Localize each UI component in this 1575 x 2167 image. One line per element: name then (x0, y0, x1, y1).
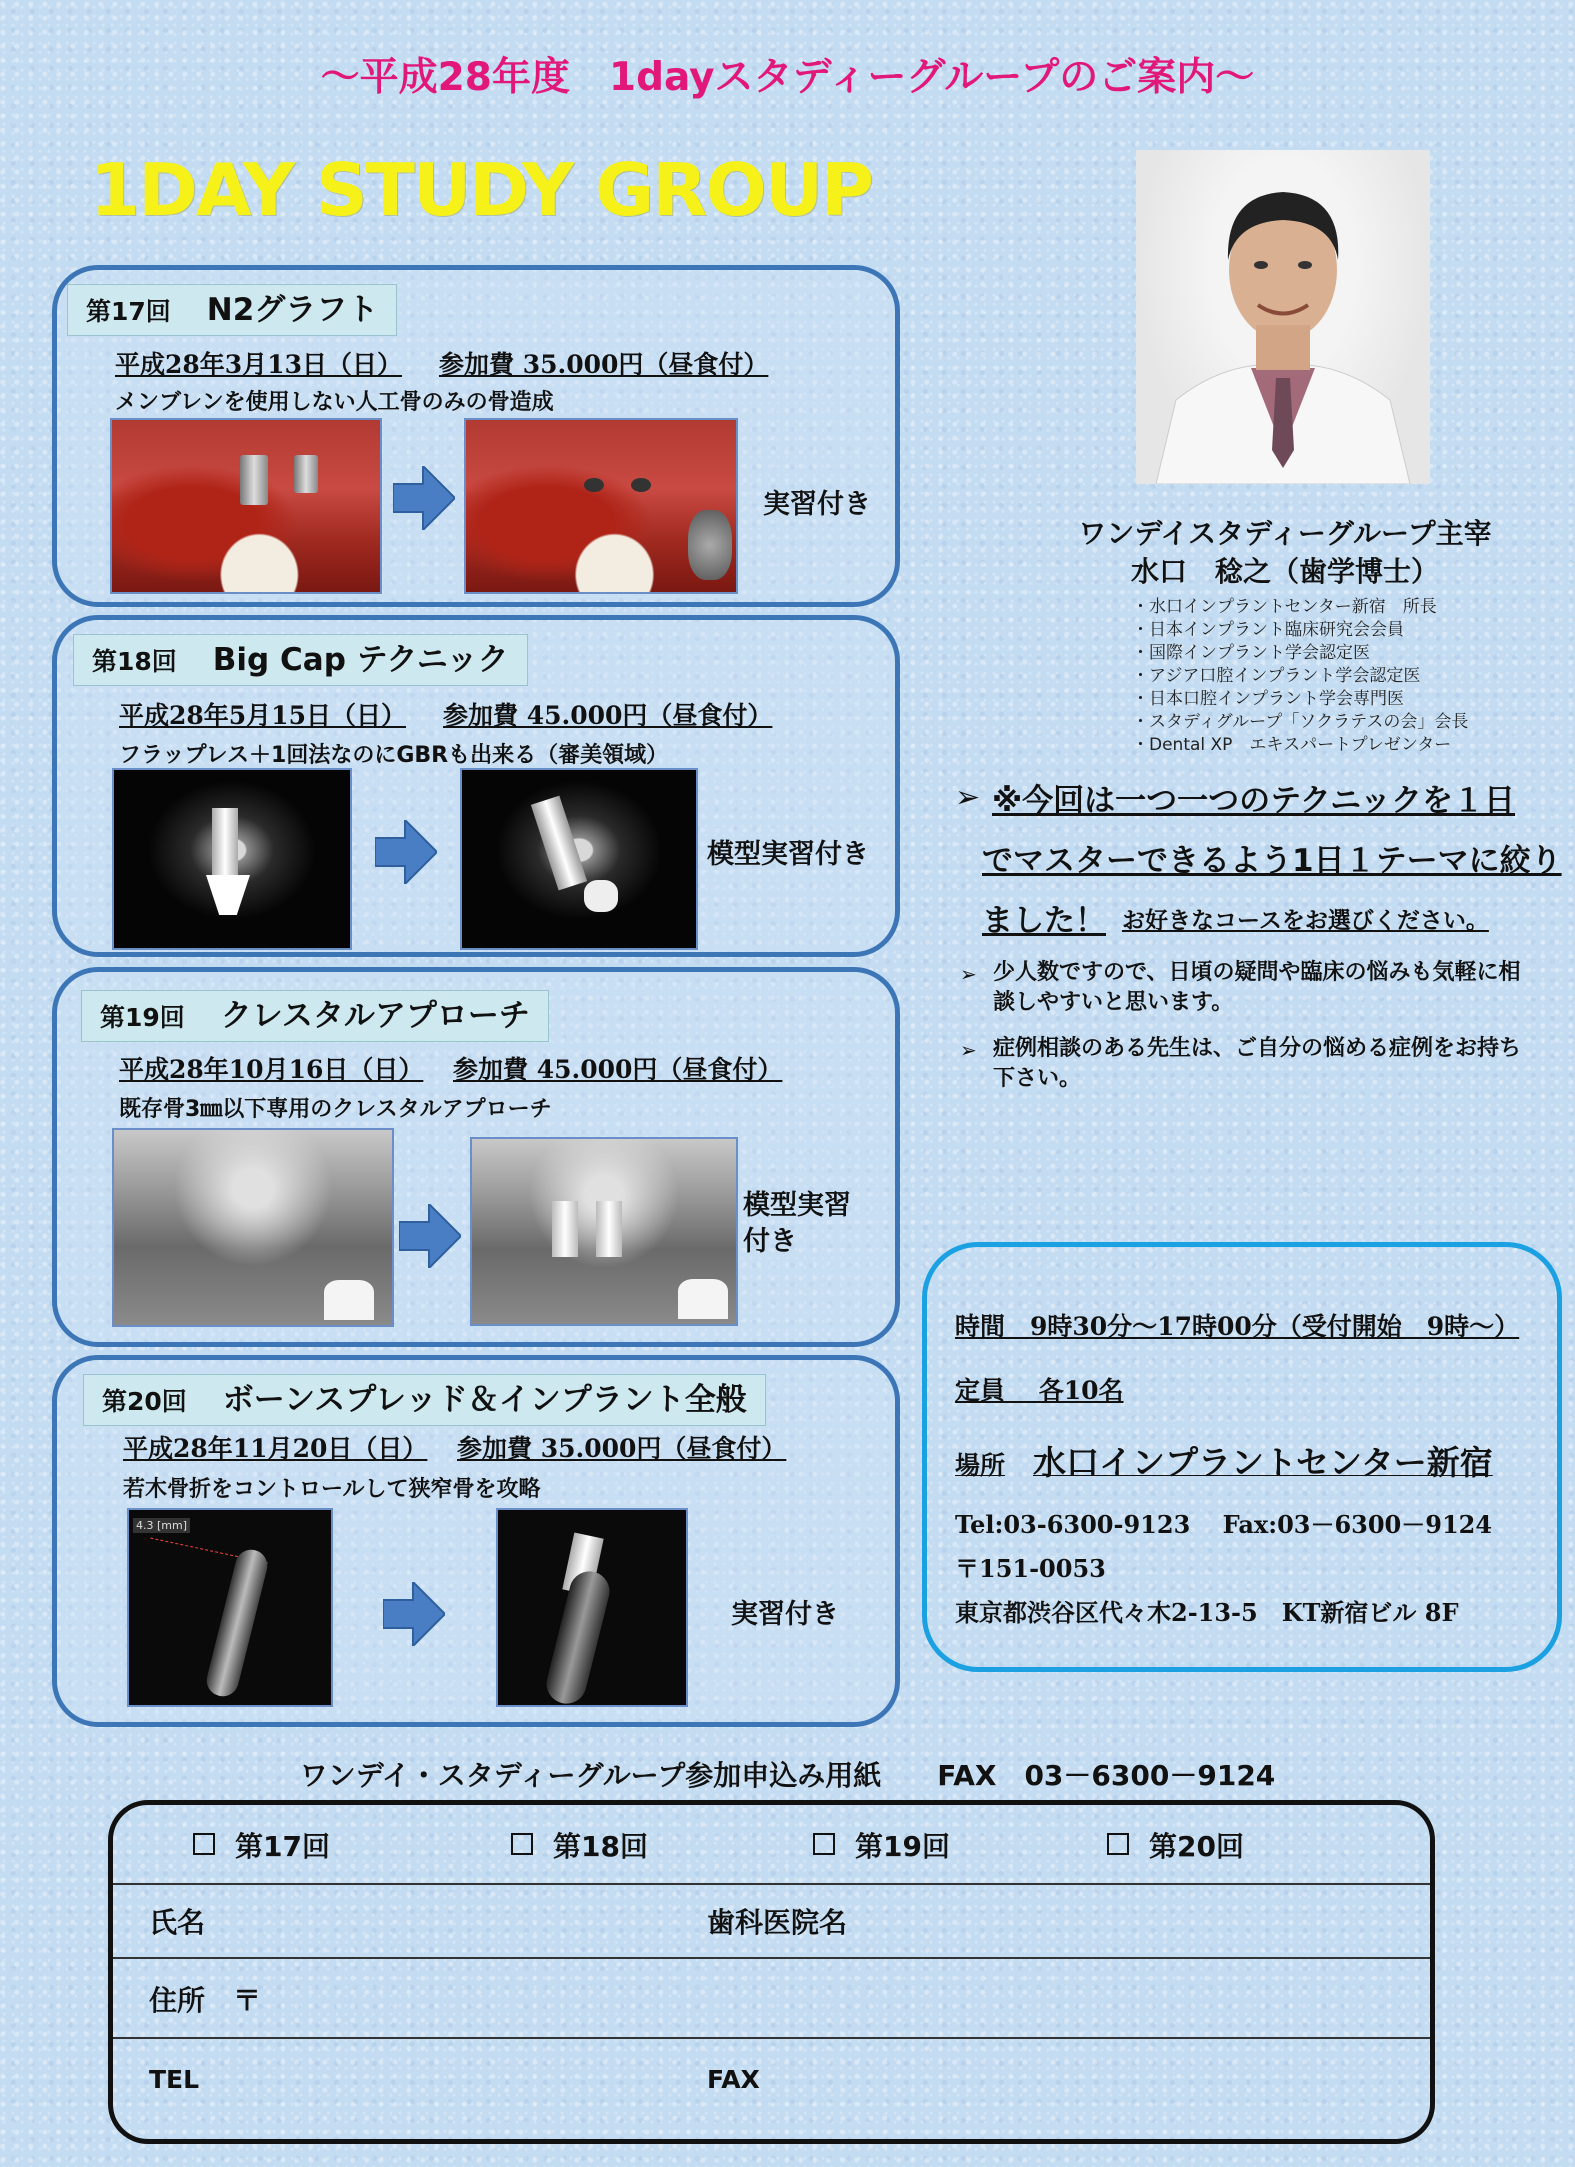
option-label: 第18回 (553, 1830, 648, 1863)
session-note (743, 1188, 851, 1260)
doctor-credentials (1132, 596, 1468, 757)
checkbox-icon[interactable] (813, 1833, 835, 1855)
ct-scan-before (127, 1508, 333, 1707)
clinic-field-label[interactable]: 歯科医院名 (707, 1906, 848, 1939)
session-fee: 参加費 45.000円（昼食付） (453, 1055, 783, 1084)
credential-item: ・水口インプラントセンター新宿 所長 (1132, 597, 1437, 617)
session-description: 既存骨3㎜以下専用のクレスタルアプローチ (119, 1097, 552, 1122)
session-20-panel (52, 1355, 900, 1727)
main-note-line: ※今回は一つ一つのテクニックを１日 (992, 783, 1516, 819)
xray-before (112, 1128, 394, 1327)
session-tab (83, 1374, 766, 1426)
session-name: Big Cap テクニック (212, 642, 509, 678)
doctor-portrait (1136, 150, 1430, 484)
credential-item: ・日本インプラント臨床研究会会員 (1132, 620, 1404, 640)
arrow-right-icon (393, 466, 455, 530)
main-note-line: でマスターできるよう1日１テーマに絞り (982, 843, 1562, 879)
option-label: 第19回 (855, 1830, 950, 1863)
tel-fax-info: Tel:03-6300-9123 Fax:03－6300－9124 (955, 1510, 1493, 1539)
session-tab (81, 990, 549, 1042)
session-number: 第17回 (86, 297, 171, 326)
tel-field-label[interactable]: TEL (149, 2065, 200, 2094)
arrow-right-icon (383, 1582, 445, 1646)
session-date: 平成28年3月13日（日） (115, 350, 402, 379)
note-bullet: 少人数ですので、日頃の疑問や臨床の悩みも気軽に相談しやすいと思います。 (993, 960, 1521, 1015)
person-image (1136, 150, 1430, 484)
session-name: クレスタルアプローチ (220, 998, 530, 1034)
main-note-tail: お好きなコースをお選びください。 (1122, 908, 1489, 934)
place-label: 場所 (955, 1451, 1006, 1480)
brand-title: 1DAY STUDY GROUP (90, 148, 873, 232)
chevron-right-icon: ➢ (960, 1038, 977, 1062)
session-note: 実習付き (731, 1599, 839, 1630)
fax-field-label[interactable]: FAX (707, 2065, 760, 2094)
session-date: 平成28年5月15日（日） (119, 701, 406, 730)
session-note-line: 模型実習 (743, 1190, 851, 1221)
session-note-line: 付き (743, 1226, 797, 1257)
case-photo-after (464, 418, 738, 594)
option-label: 第17回 (235, 1830, 330, 1863)
session-tab (67, 284, 397, 336)
measure-label: 4.3 [mm] (133, 1518, 190, 1533)
credential-item: ・Dental XP エキスパートプレゼンター (1132, 735, 1452, 755)
postal-code: 〒151-0053 (955, 1554, 1106, 1583)
session-fee: 参加費 35.000円（昼食付） (439, 350, 769, 379)
session-date: 平成28年10月16日（日） (119, 1055, 424, 1084)
chevron-right-icon: ➢ (960, 962, 977, 986)
credential-item: ・国際インプラント学会認定医 (1132, 643, 1370, 663)
chevron-right-icon: ➢ (955, 780, 981, 815)
session-number: 第18回 (92, 647, 177, 676)
session-fee: 参加費 35.000円（昼食付） (457, 1434, 787, 1463)
name-field-label[interactable]: 氏名 (149, 1906, 206, 1939)
option-19-checkbox[interactable] (813, 1825, 950, 1865)
address-field-label[interactable]: 住所 〒 (149, 1984, 262, 2017)
page-title: ～平成28年度 1dayスタディーグループのご案内～ (320, 55, 1255, 100)
xray-after (460, 768, 698, 950)
credential-item: ・日本口腔インプラント学会専門医 (1132, 689, 1404, 709)
session-number: 第19回 (100, 1003, 185, 1032)
session-number: 第20回 (102, 1387, 187, 1416)
session-tab (73, 634, 528, 686)
session-description: メンブレンを使用しない人工骨のみの骨造成 (115, 390, 554, 415)
form-row-address (113, 1957, 1430, 2039)
arrow-right-icon (375, 820, 437, 884)
capacity-info: 定員 各10名 (955, 1376, 1124, 1405)
session-name: N2グラフト (206, 292, 379, 328)
ct-scan-after (496, 1508, 688, 1707)
place-name: 水口インプラントセンター新宿 (1033, 1443, 1493, 1482)
option-label: 第20回 (1149, 1830, 1244, 1863)
option-20-checkbox[interactable] (1107, 1825, 1244, 1865)
place-info (955, 1437, 1493, 1484)
session-17-panel (52, 265, 900, 607)
address-info: 東京都渋谷区代々木2-13-5 KT新宿ビル 8F (955, 1598, 1459, 1627)
session-name: ボーンスプレッド＆インプラント全般 (222, 1382, 747, 1418)
session-19-panel (52, 967, 900, 1347)
doctor-name: 水口 稔之（歯学博士） (1130, 555, 1439, 588)
checkbox-icon[interactable] (511, 1833, 533, 1855)
form-row-contact (113, 2037, 1430, 2139)
credential-item: ・アジア口腔インプラント学会認定医 (1132, 666, 1421, 686)
session-description: フラップレス＋1回法なのにGBRも出来る（審美領域） (119, 743, 669, 768)
session-date: 平成28年11月20日（日） (123, 1434, 428, 1463)
session-note: 模型実習付き (707, 839, 869, 870)
checkbox-icon[interactable] (1107, 1833, 1129, 1855)
form-title: ワンデイ・スタディーグループ参加申込み用紙 FAX 03－6300－9124 (299, 1759, 1276, 1792)
case-photo-before (110, 418, 382, 594)
application-form (108, 1800, 1435, 2144)
doctor-role: ワンデイスタディーグループ主宰 (1078, 517, 1492, 550)
note-bullet: 症例相談のある先生は、ご自分の悩める症例をお持ち下さい。 (993, 1036, 1522, 1091)
session-fee: 参加費 45.000円（昼食付） (443, 701, 773, 730)
time-info: 時間 9時30分～17時00分（受付開始 9時～） (955, 1312, 1520, 1341)
xray-after (470, 1137, 738, 1326)
info-box (922, 1242, 1562, 1672)
checkbox-icon[interactable] (193, 1833, 215, 1855)
form-row-name (113, 1883, 1430, 1959)
option-18-checkbox[interactable] (511, 1825, 648, 1865)
arrow-right-icon (399, 1204, 461, 1268)
session-18-panel (52, 615, 900, 957)
session-description: 若木骨折をコントロールして狭窄骨を攻略 (123, 1477, 541, 1502)
xray-before (112, 768, 352, 950)
session-note: 実習付き (763, 489, 871, 520)
option-17-checkbox[interactable] (193, 1825, 330, 1865)
main-note-line: ました！ (982, 903, 1106, 939)
credential-item: ・スタディグループ「ソクラテスの会」会長 (1132, 712, 1469, 732)
